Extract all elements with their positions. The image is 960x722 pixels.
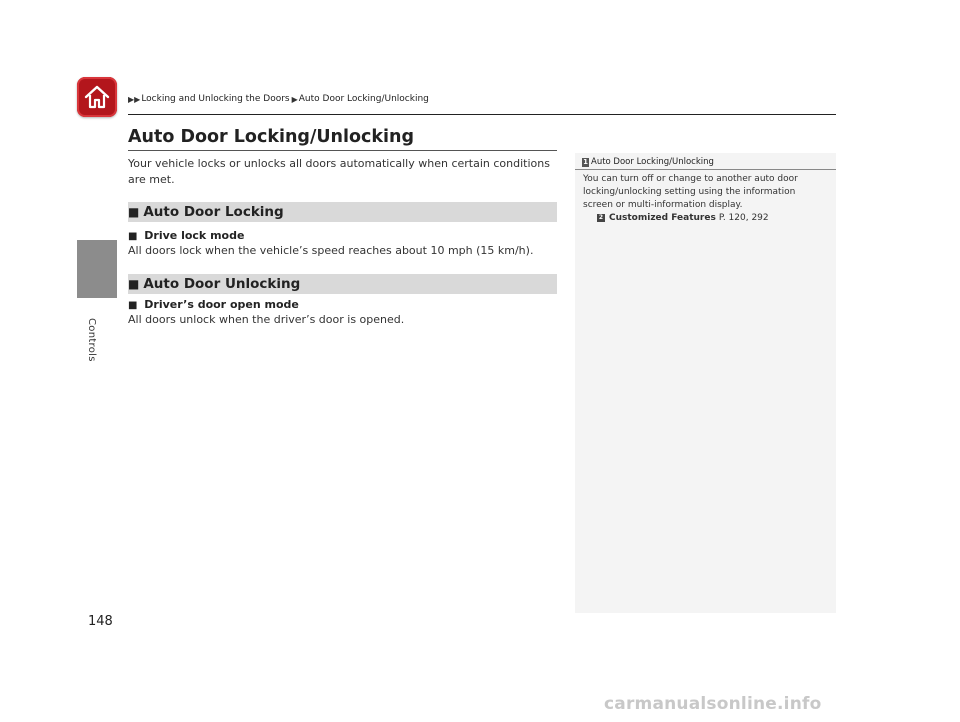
intro-text: Your vehicle locks or unlocks all doors automatically when certain conditions are met. bbox=[128, 157, 550, 186]
triangle-right-icon: ▶▶ bbox=[128, 94, 141, 104]
note-number-icon: 1 bbox=[583, 157, 588, 166]
note-text: You can turn off or change to another auto door locking/unlocking setting using the information screen or multi-information display. bbox=[583, 174, 798, 210]
drive-lock-description: All doors lock when the vehicle’s speed reaches about 10 mph (15 km/h). bbox=[128, 244, 534, 257]
header-rule bbox=[128, 114, 836, 115]
home-button[interactable] bbox=[77, 77, 117, 117]
section-heading-auto-door-locking: ■ Auto Door Locking bbox=[128, 202, 557, 222]
cross-reference-icon: 2 bbox=[598, 214, 604, 221]
breadcrumb-item-locking[interactable]: Locking and Unlocking the Doors bbox=[141, 94, 290, 104]
triangle-right-icon: ▶ bbox=[291, 94, 298, 104]
section-heading-auto-door-unlocking: ■ Auto Door Unlocking bbox=[128, 274, 557, 294]
chapter-tab-controls[interactable] bbox=[77, 240, 117, 298]
breadcrumb-item-current: Auto Door Locking/Unlocking bbox=[298, 94, 429, 104]
sub-heading-drive-lock-mode: ■ Drive lock mode bbox=[128, 229, 245, 242]
breadcrumb bbox=[128, 94, 429, 104]
square-bullet-icon: ■ bbox=[128, 277, 140, 291]
page-number: 148 bbox=[88, 614, 113, 629]
note-cross-reference[interactable] bbox=[597, 213, 769, 223]
square-bullet-icon: ■ bbox=[128, 205, 140, 219]
note-rule bbox=[575, 169, 836, 170]
watermark: carmanualsonline.info bbox=[604, 694, 822, 714]
note-title: 1 Auto Door Locking/Unlocking bbox=[583, 157, 714, 167]
door-open-description: All doors unlock when the driver’s door is opened. bbox=[128, 313, 405, 326]
square-bullet-icon: ■ bbox=[128, 231, 138, 242]
ref-label[interactable]: Customized Features bbox=[609, 213, 716, 223]
page-title: Auto Door Locking/Unlocking bbox=[128, 127, 415, 147]
sub-heading-drivers-door-open-mode: ■ Driver’s door open mode bbox=[128, 298, 299, 311]
ref-pages[interactable]: P. 120, 292 bbox=[718, 213, 769, 223]
title-rule bbox=[128, 150, 557, 151]
home-icon bbox=[83, 83, 111, 111]
square-bullet-icon: ■ bbox=[128, 300, 138, 311]
